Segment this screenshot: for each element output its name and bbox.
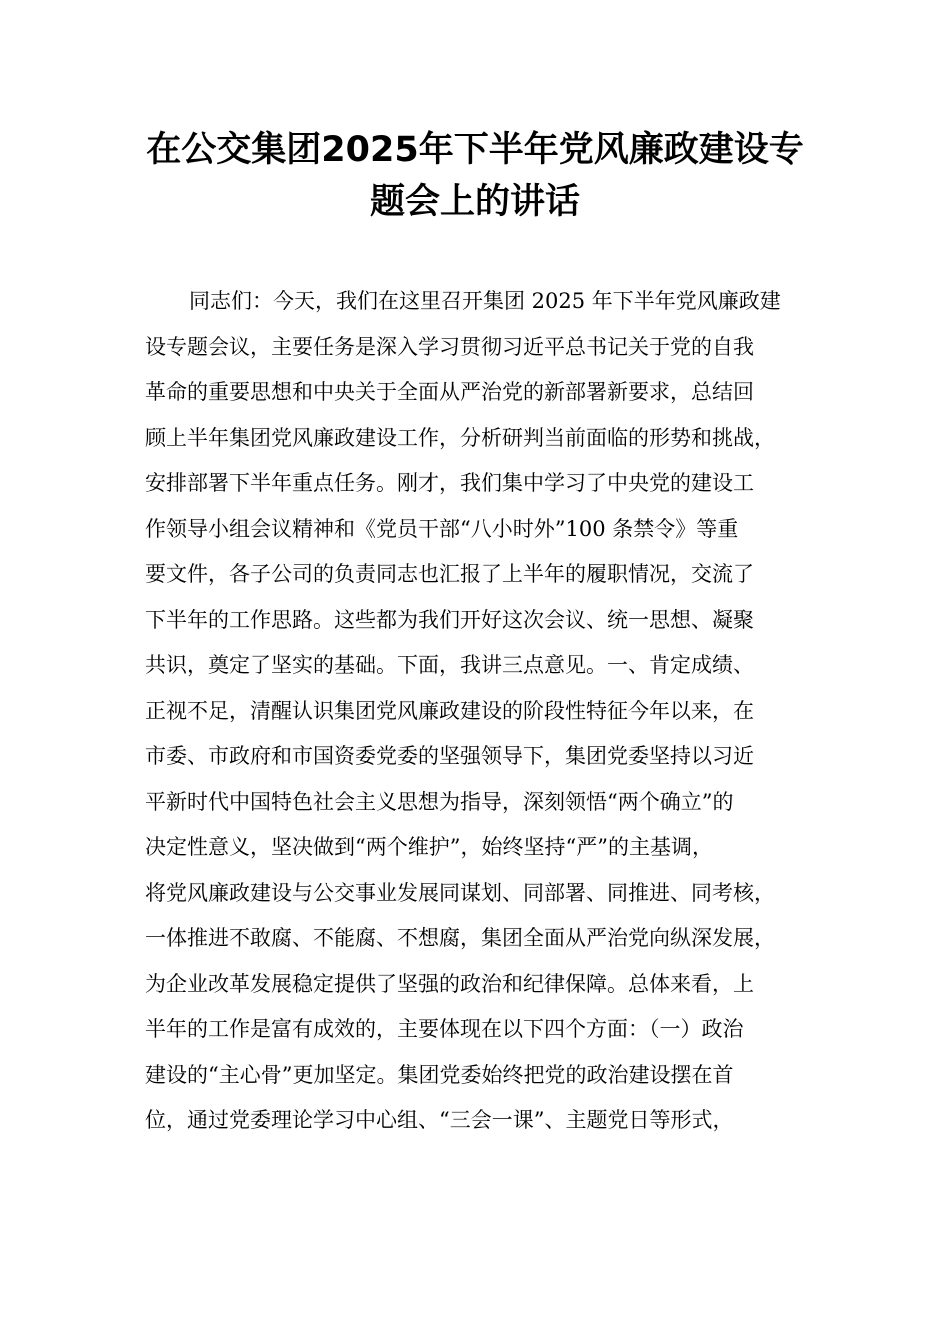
body-line: 平新时代中国特色社会主义思想为指导，深刻领悟“两个确立”的 bbox=[145, 789, 734, 814]
body-line: 同志们：今天，我们在这里召开集团 2025 年下半年党风廉政建 bbox=[189, 289, 781, 313]
body-line: 顾上半年集团党风廉政建设工作，分析研判当前面临的形势和挑战， bbox=[145, 425, 775, 450]
body-line: 设专题会议，主要任务是深入学习贯彻习近平总书记关于党的自我 bbox=[145, 334, 754, 359]
body-line: 要文件，各子公司的负责同志也汇报了上半年的履职情况，交流了 bbox=[145, 562, 754, 586]
body-line: 市委、市政府和市国资委党委的坚强领导下，集团党委坚持以习近 bbox=[145, 744, 754, 768]
body-line: 下半年的工作思路。这些都为我们开好这次会议、统一思想、凝聚 bbox=[145, 607, 754, 632]
body-line: 将党风廉政建设与公交事业发展同谋划、同部署、同推进、同考核， bbox=[145, 880, 775, 905]
title-line-1: 在公交集团2025年下半年党风廉政建设专 bbox=[146, 130, 804, 170]
body-line: 为企业改革发展稳定提供了坚强的政治和纪律保障。总体来看，上 bbox=[145, 971, 754, 996]
body-line: 安排部署下半年重点任务。刚才，我们集中学习了中央党的建设工 bbox=[145, 471, 754, 495]
title-line-2: 题会上的讲话 bbox=[369, 182, 580, 222]
body-line: 半年的工作是富有成效的，主要体现在以下四个方面：（一）政治 bbox=[145, 1017, 744, 1041]
speech-body bbox=[145, 279, 825, 1144]
body-line: 正视不足，清醒认识集团党风廉政建设的阶段性特征今年以来，在 bbox=[145, 698, 754, 723]
document-title bbox=[110, 124, 840, 228]
body-line: 一体推进不敢腐、不能腐、不想腐，集团全面从严治党向纵深发展， bbox=[145, 926, 775, 950]
body-line: 共识，奠定了坚实的基础。下面，我讲三点意见。一、肯定成绩、 bbox=[145, 653, 754, 677]
body-line: 革命的重要思想和中央关于全面从严治党的新部署新要求，总结回 bbox=[145, 380, 754, 404]
body-line: 位，通过党委理论学习中心组、“三会一课”、主题党日等形式， bbox=[145, 1108, 734, 1132]
body-line: 作领导小组会议精神和《党员干部“八小时外”100 条禁令》等重 bbox=[145, 516, 739, 541]
body-line: 建设的“主心骨”更加坚定。集团党委始终把党的政治建设摆在首 bbox=[145, 1062, 734, 1087]
body-line: 决定性意义，坚决做到“两个维护”，始终坚持“严”的主基调， bbox=[145, 835, 713, 859]
